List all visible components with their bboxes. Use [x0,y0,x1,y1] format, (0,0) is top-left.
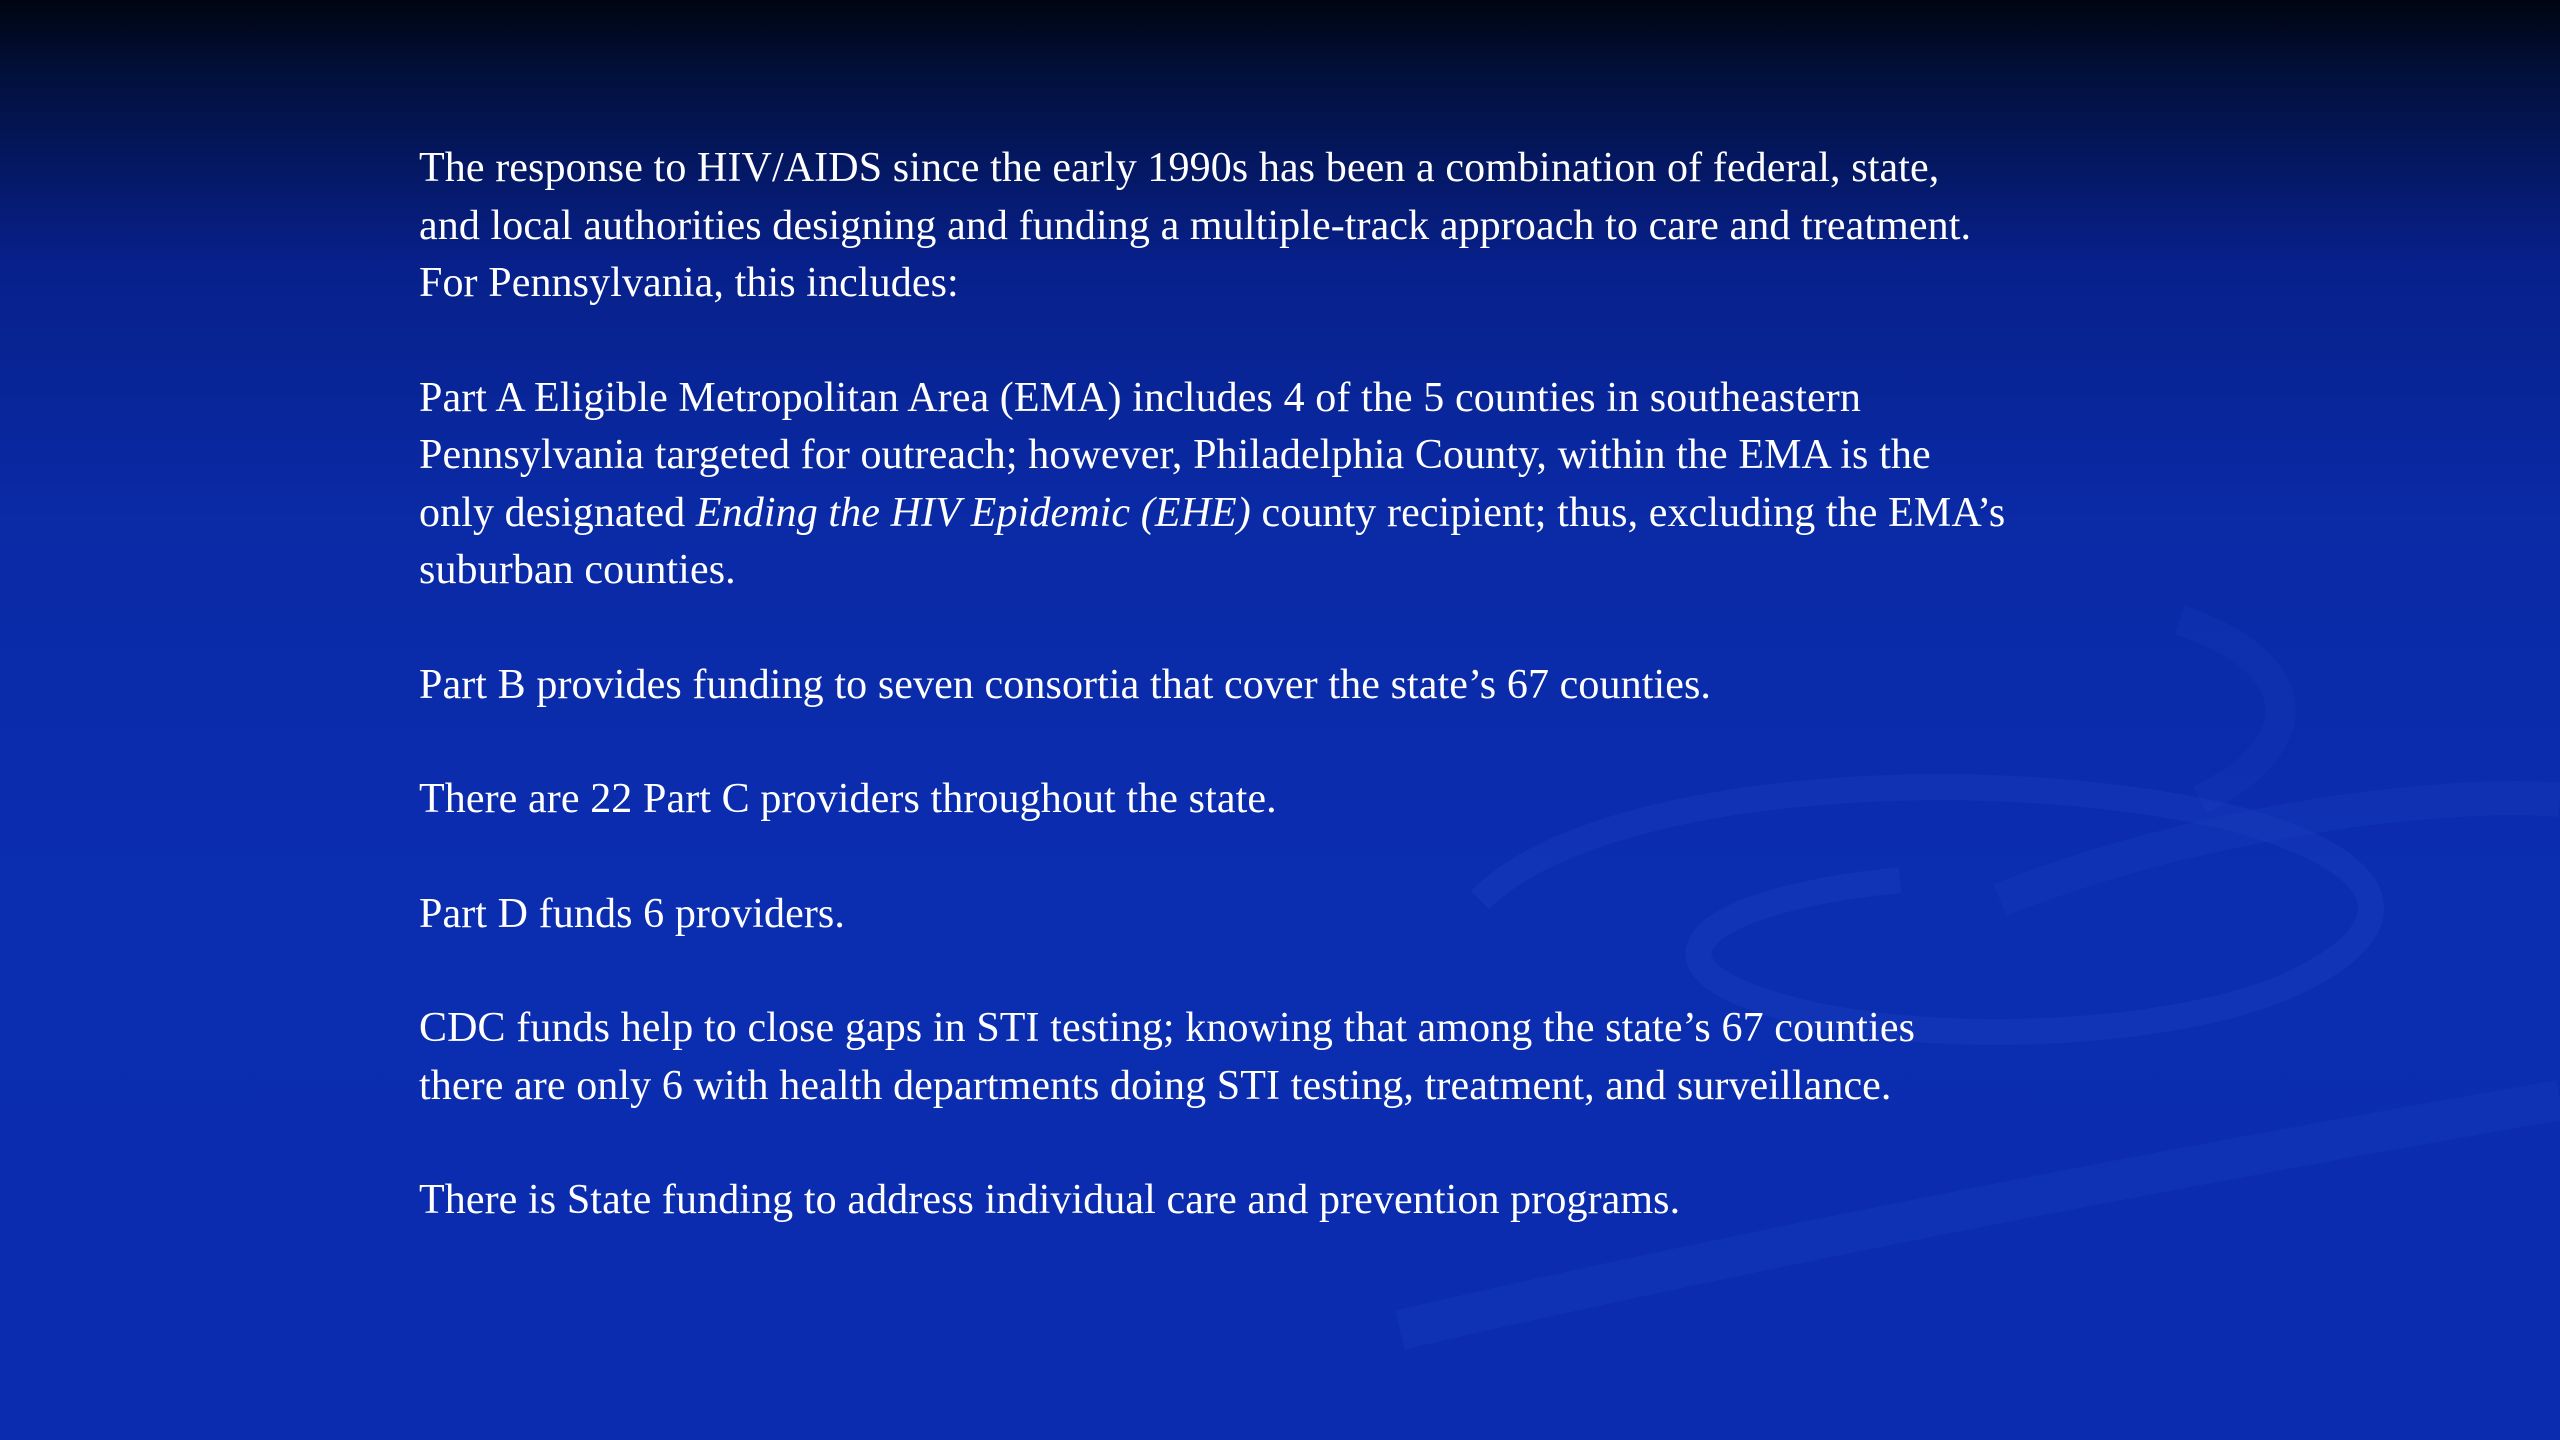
text-line: Pennsylvania targeted for outreach; however, Philadelphia County, within the EMA is the [419,432,1931,478]
paragraph-part-a [419,370,2139,600]
text-line: CDC funds help to close gaps in STI testing; knowing that among the state’s 67 counties [419,1005,1916,1051]
paragraph-state-funding [419,1172,2139,1230]
text-line: Part A Eligible Metropolitan Area (EMA) includes 4 of the 5 counties in southeastern [419,374,1861,421]
text-line: Part B provides funding to seven consortia that cover the state’s 67 counties. [419,661,1712,708]
text-line: The response to HIV/AIDS since the early 1990s has been a combination of federal, state, [419,145,1940,191]
text-segment: only designated [419,489,696,536]
text-line: There is State funding to address individual care and prevention programs. [419,1177,1681,1223]
text-line: Part D funds 6 providers. [419,890,845,937]
paragraph-part-b [419,657,2139,715]
text-line: and local authorities designing and funding a multiple-track approach to care and treatment. [419,202,1972,249]
text-segment: county recipient; thus, excluding the EMA’s [1250,489,2006,536]
text-line-with-italic [419,485,2139,543]
text-line: there are only 6 with health departments doing STI testing, treatment, and surveillance. [419,1062,1892,1109]
paragraph-part-c [419,771,2139,829]
italic-program-name: Ending the HIV Epidemic (EHE) [695,489,1251,536]
paragraph-part-d [419,886,2139,944]
slide-body [419,140,2139,1287]
swoosh-band-arc [2180,620,2281,800]
text-line: suburban counties. [419,547,736,593]
text-line: For Pennsylvania, this includes: [419,260,959,306]
paragraph-intro [419,140,2139,313]
paragraph-cdc [419,1000,2139,1115]
text-line: There are 22 Part C providers throughout the state. [419,776,1277,822]
